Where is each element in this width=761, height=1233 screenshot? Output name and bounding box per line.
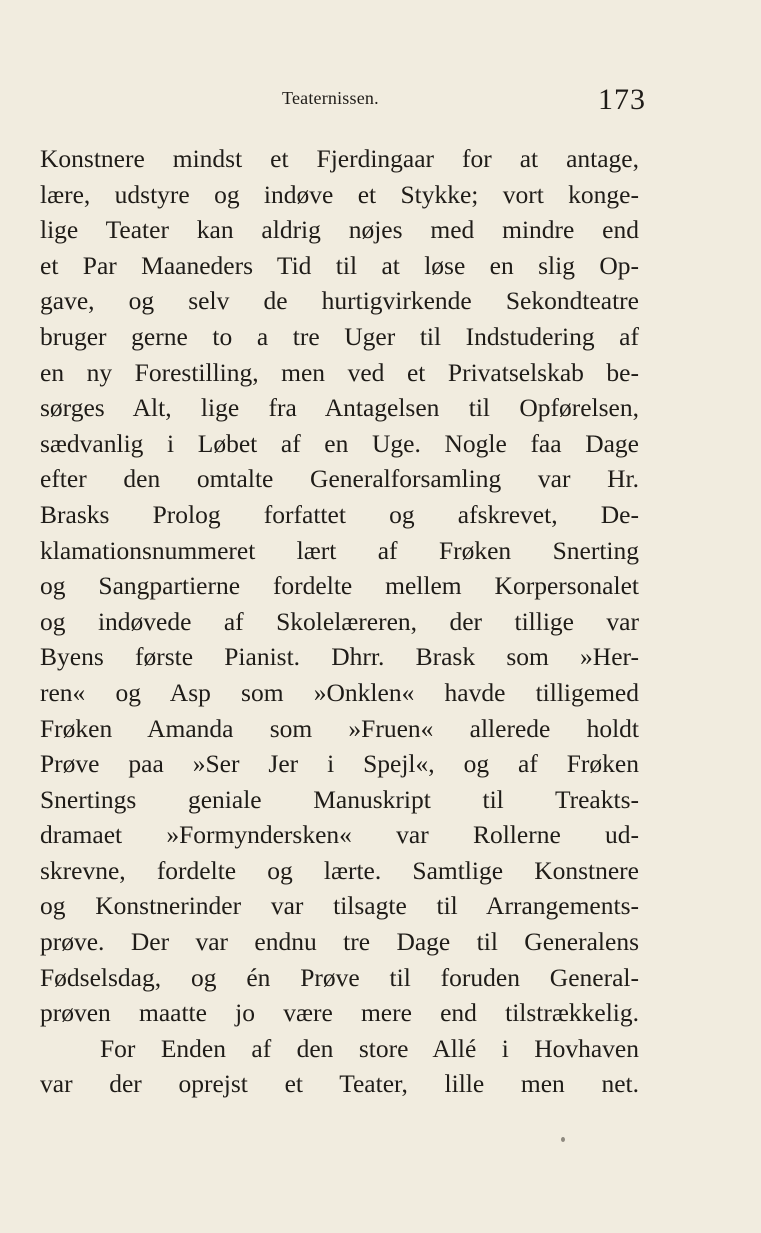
page-number: 173 (598, 83, 646, 116)
text-line: et Par Maaneders Tid til at løse en slig Op- (40, 250, 639, 280)
text-line: sørges Alt, lige fra Antagelsen til Opførelsen, (40, 393, 639, 423)
body-text (40, 141, 639, 1102)
text-line: dramaet »Formyndersken« var Rollerne ud- (40, 820, 639, 850)
text-line: en ny Forestilling, men ved et Privatselskab be- (40, 357, 639, 387)
text-line: Frøken Amanda som »Fruen« allerede holdt (40, 713, 639, 743)
text-line: skrevne, fordelte og lærte. Samtlige Konstnere (40, 855, 639, 885)
text-line: prøven maatte jo være mere end tilstrækkelig. (40, 998, 639, 1028)
text-line: Fødselsdag, og én Prøve til foruden General- (40, 962, 639, 992)
text-line: gave, og selv de hurtigvirkende Sekondteatre (40, 286, 639, 316)
paragraph-start-line: For Enden af den store Allé i Hovhaven (100, 1033, 639, 1063)
text-line: og indøvede af Skolelæreren, der tillige var (40, 606, 639, 636)
text-line: Konstnere mindst et Fjerdingaar for at antage, (40, 144, 639, 173)
text-line: ren« og Asp som »Onklen« havde tilligemed (40, 677, 639, 707)
text-line: og Konstnerinder var tilsagte til Arrangements- (40, 891, 639, 921)
text-line: Brasks Prolog forfattet og afskrevet, De- (40, 499, 639, 529)
text-line: Byens første Pianist. Dhrr. Brask som »Her- (40, 642, 639, 672)
text-line: efter den omtalte Generalforsamling var Hr. (40, 464, 639, 494)
text-line: lære, udstyre og indøve et Stykke; vort konge- (40, 179, 639, 209)
text-line: og Sangpartierne fordelte mellem Korpersonalet (40, 571, 639, 601)
text-line: var der oprejst et Teater, lille men net. (40, 1069, 639, 1099)
text-line: Prøve paa »Ser Jer i Spejl«, og af Frøken (40, 749, 639, 779)
text-line: prøve. Der var endnu tre Dage til Generalens (40, 927, 639, 957)
text-line: klamationsnummeret lært af Frøken Snerting (40, 535, 639, 565)
running-head: Teaternissen. (282, 88, 379, 108)
paper-speck (561, 1137, 565, 1142)
text-line: sædvanlig i Løbet af en Uge. Nogle faa Dage (40, 428, 639, 458)
text-line: lige Teater kan aldrig nøjes med mindre end (40, 215, 639, 245)
text-line: bruger gerne to a tre Uger til Indstudering af (40, 321, 639, 351)
text-line: Snertings geniale Manuskript til Treakts- (40, 784, 639, 814)
